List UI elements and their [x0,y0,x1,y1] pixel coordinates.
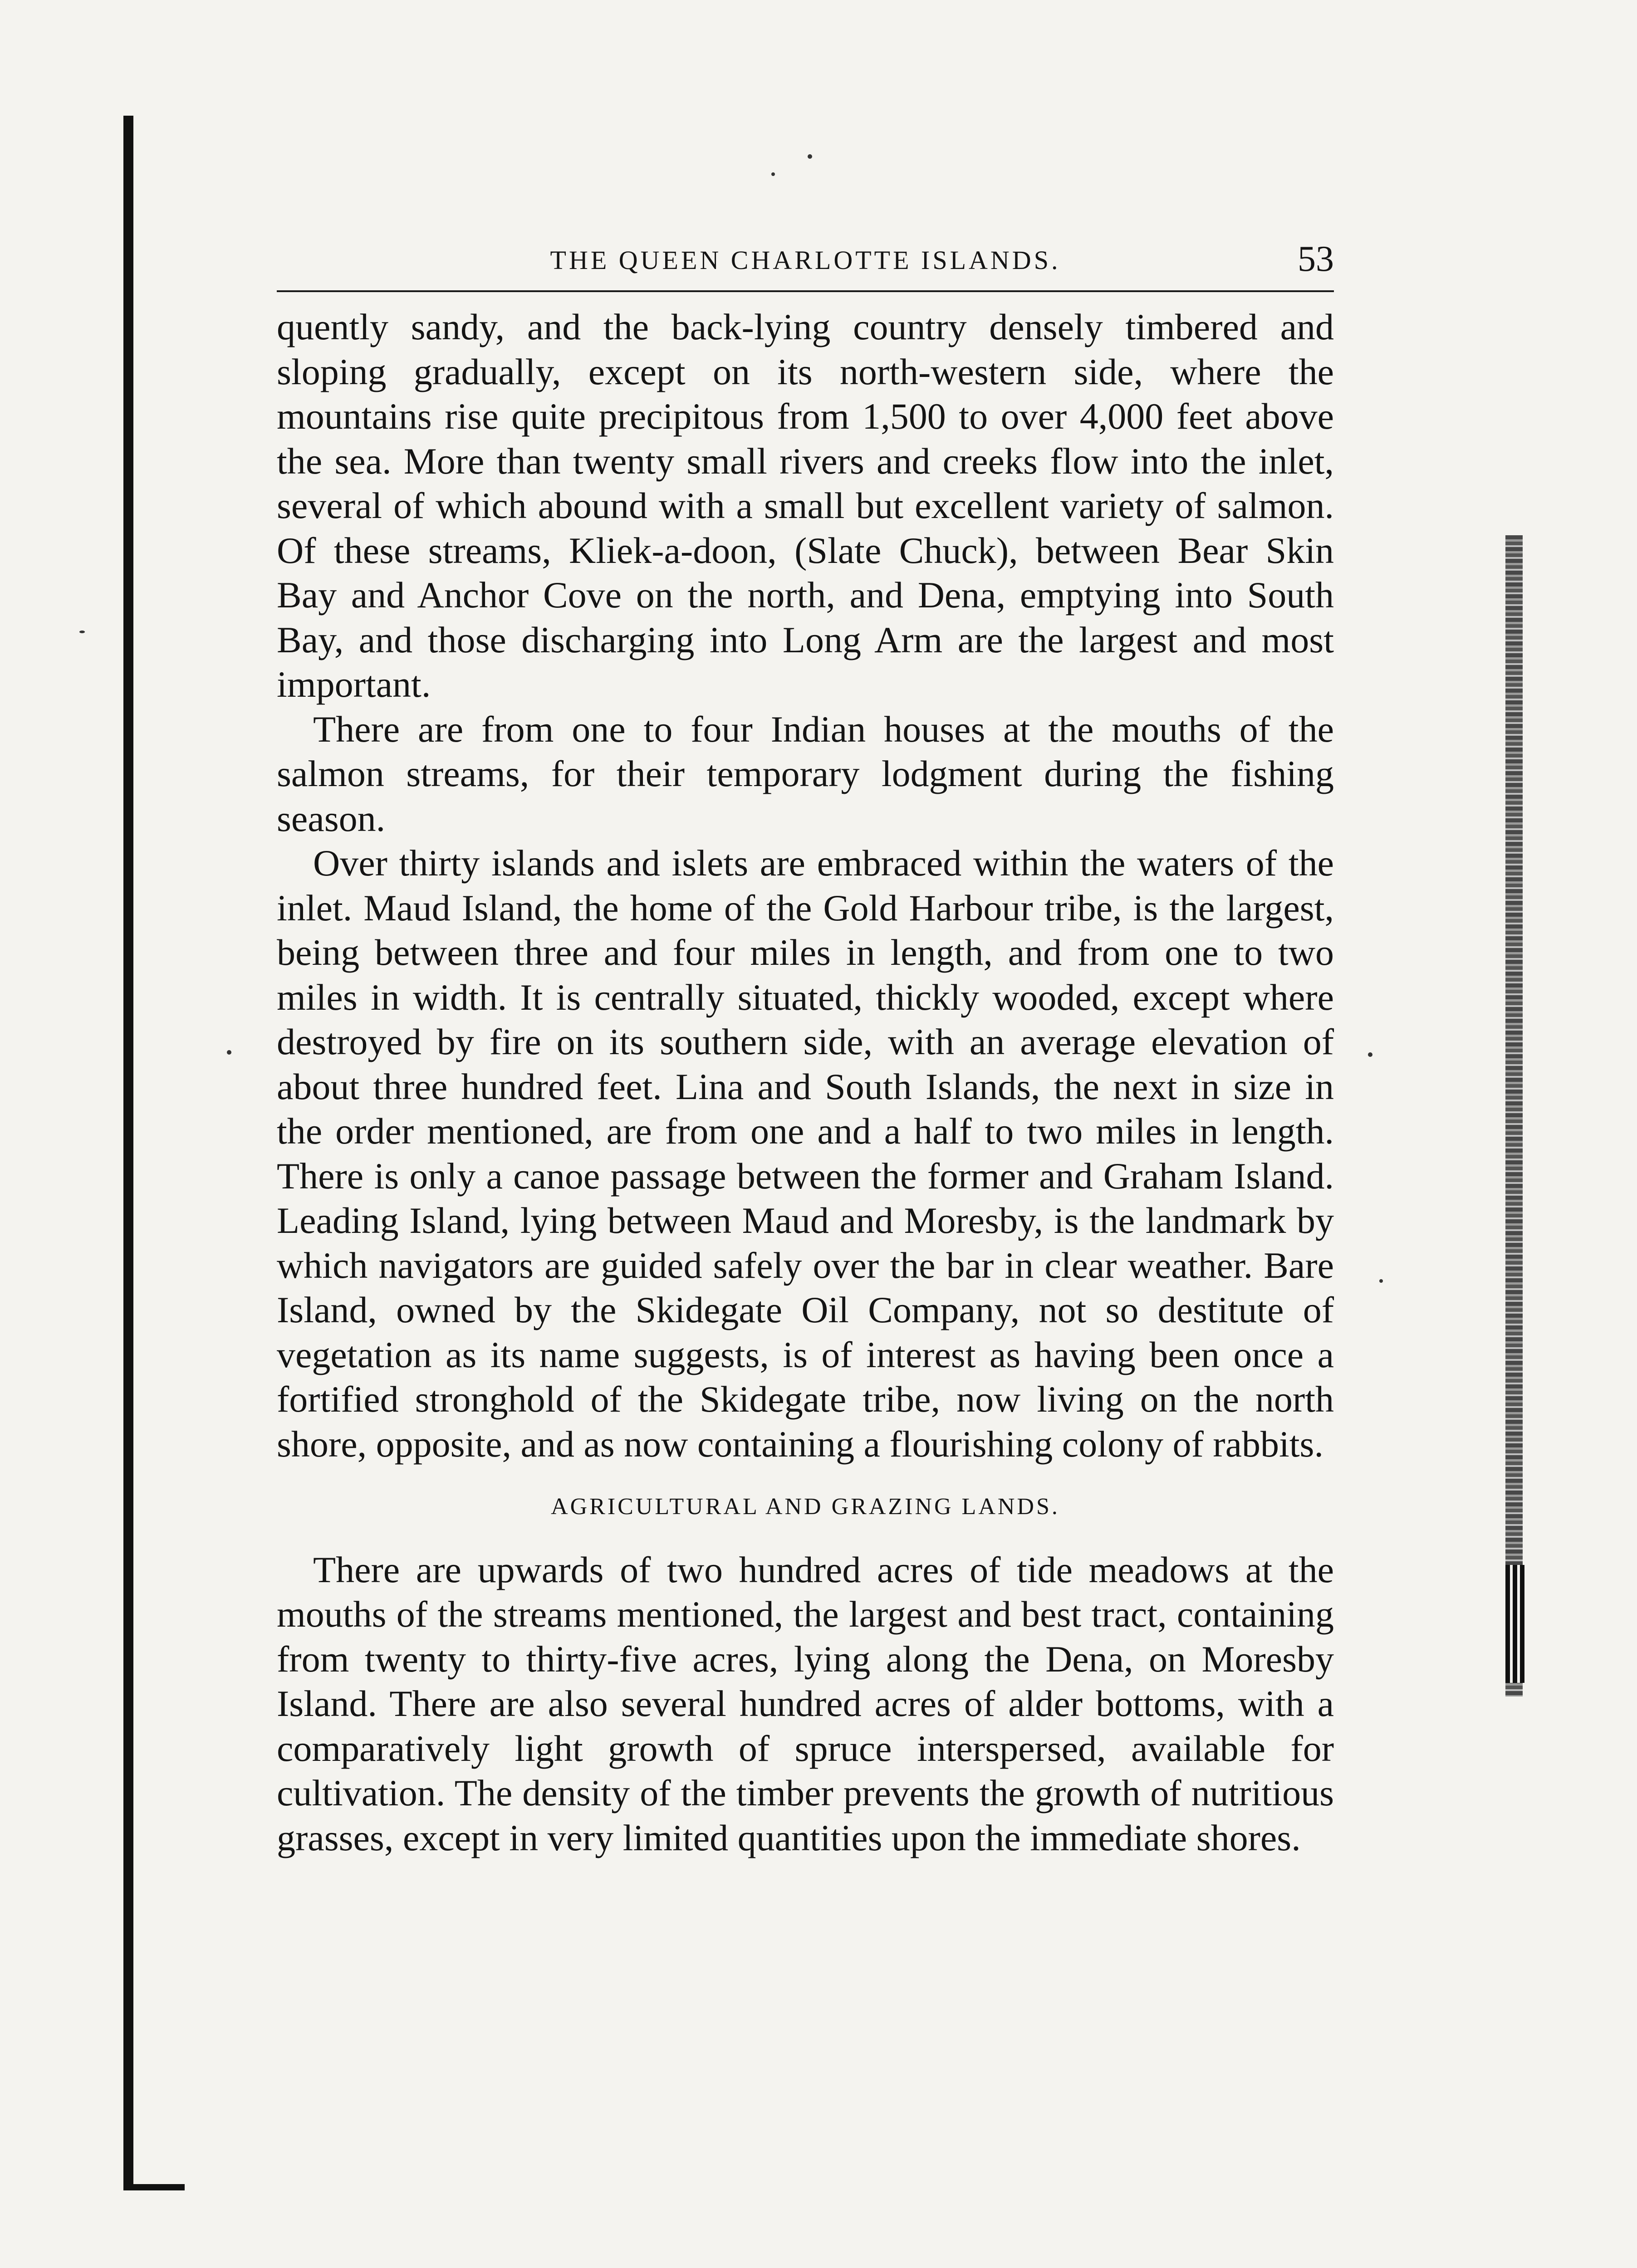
scan-speck [808,154,812,159]
binding-edge-left [123,116,133,2189]
scan-speck [227,1050,231,1055]
page-edge-right [1505,535,1523,1696]
scan-speck [1368,1052,1372,1057]
scan-speck [1379,1279,1383,1283]
running-head-title: THE QUEEN CHARLOTTE ISLANDS. [550,245,1061,275]
section-heading: AGRICULTURAL AND GRAZING LANDS. [551,1494,1060,1520]
paragraph-agricultural: There are upwards of two hundred acres of tide meadows at the mouths of the streams mentioned, the largest and best tract, containing from twenty to thirty-five acres, lying along the Dena, on Moresby Island. There are also several hundred acres of alder bottoms, with a comparatively light growth of spruce interspersed, available for cultivation. The density of the timber prevents the growth of nutritious grasses, except in very limited quantities upon the immediate shores. [277,1549,1334,1858]
paragraph-indian-houses: There are from one to four Indian houses at the mouths of the salmon streams, for their temporary lodgment during the fishing season. [277,708,1334,839]
scan-speck [771,172,775,176]
body-text [277,305,1334,1860]
header-rule [277,290,1334,292]
running-head [277,236,1334,290]
paragraph-islands: Over thirty islands and islets are embraced within the waters of the inlet. Maud Island, the home of the Gold Harbour tribe, is the largest, being between three and four miles in length, and from one to two miles in width. It is centrally situated, thickly wooded, except where destroyed by fire on its southern side, with an average elevation of about three hundred feet. Lina and South Islands, the next in size in the order mentioned, are from one and a half to two miles in length. There is only a canoe passage between the former and Graham Island. Leading Island, lying between Maud and Moresby, is the landmark by which navigators are guided safely over the bar in clear weather. Bare Island, owned by the Skidegate Oil Company, not so destitute of vegetation as its name suggests, is of interest as having been once a fortified stronghold of the Skidegate tribe, now living on the north shore, opposite, and as now containing a flourishing colony of rabbits. [277,842,1334,1465]
book-page [277,236,1334,1860]
page-number: 53 [1298,239,1334,279]
page-edge-right-dark [1505,1565,1525,1683]
binding-edge-foot [123,2184,185,2190]
scan-speck [79,631,85,633]
paragraph-continued: quently sandy, and the back-lying country densely timbered and sloping gradually, except on its north-western side, where the mountains rise quite precipitous from 1,500 to over 4,000 feet above the sea. More than twenty small rivers and creeks flow into the inlet, several of which abound with a small but excellent variety of salmon. Of these streams, Kliek-a-doon, (Slate Chuck), between Bear Skin Bay and Anchor Cove on the north, and Dena, emptying into South Bay, and those discharging into Long Arm are the largest and most important. [277,306,1334,705]
